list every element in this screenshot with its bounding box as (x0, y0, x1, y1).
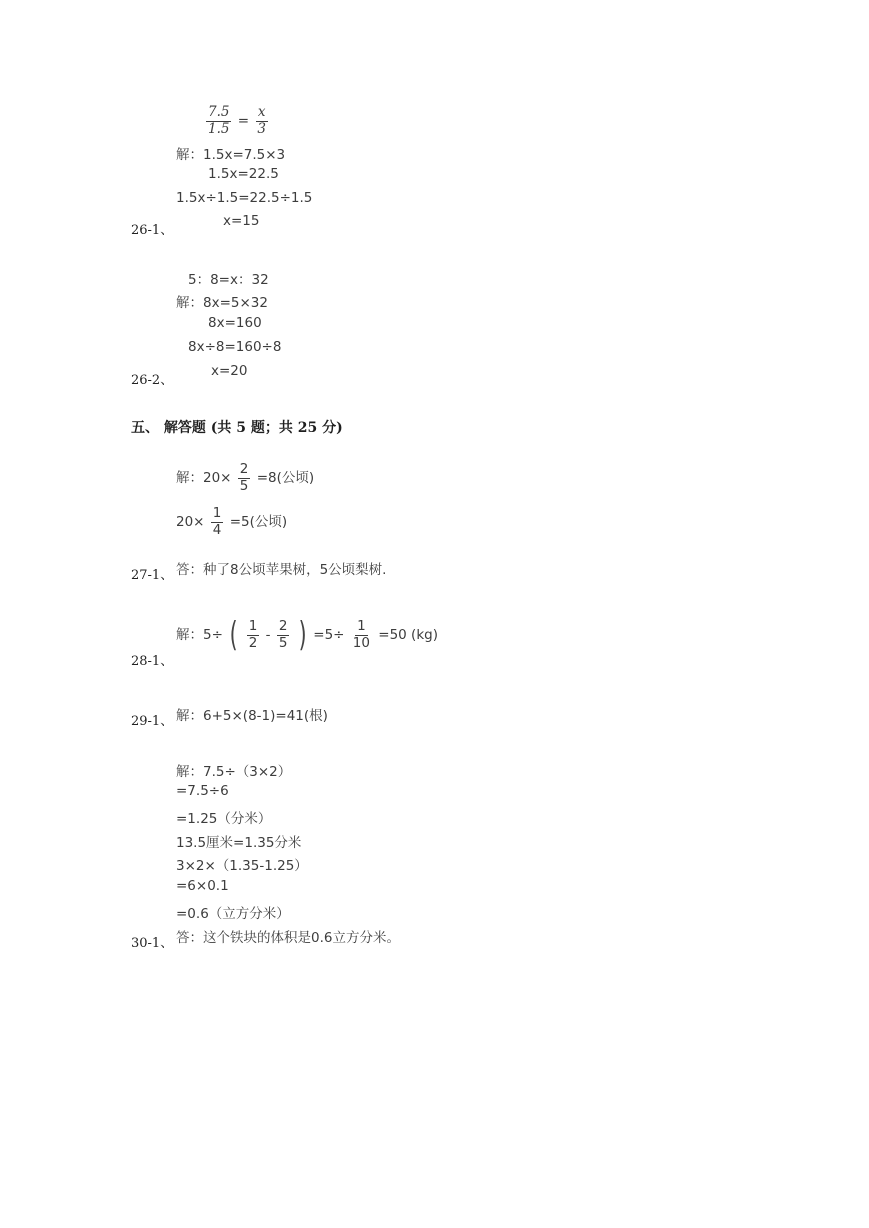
solution-26-2-line-4: x=20 (211, 363, 248, 379)
solution-26-1-line-4: x=15 (223, 213, 260, 229)
solution-28-1-line: 解：5÷ ( $\frac{1}{2}$ - $\frac{2}{5}$ ) =5÷ $\frac{1}{10}$ =50 (kg) (176, 615, 438, 655)
answer-27-1: 答：种了8公顷苹果树，5公顷梨树. (176, 562, 387, 578)
solution-27-1-line-1: 解：20× $\frac{2}{5}$ =8(公顷) (176, 461, 315, 494)
solution-30-1-line-4: 13.5厘米=1.35分米 (176, 835, 302, 851)
solution-30-1-line-2: =7.5÷6 (176, 783, 229, 799)
fraction-1-over-10: $\frac{1}{10}$ (352, 618, 370, 651)
solution-27-1-line-2: 20× $\frac{1}{4}$ =5(公顷) (176, 505, 288, 538)
problem-label-29-1: 29-1、 (131, 714, 174, 729)
solution-30-1-line-5: 3×2×（1.35-1.25） (176, 858, 308, 874)
fraction-2-over-5: $\frac{2}{5}$ (239, 461, 249, 494)
solution-26-2-line-2: 8x=160 (208, 315, 262, 331)
problem-label-28-1: 28-1、 (131, 654, 174, 669)
solution-26-2-line-0: 5：8=x：32 (188, 272, 269, 288)
solution-30-1-line-6: =6×0.1 (176, 878, 229, 894)
fraction-1-over-2: $\frac{1}{2}$ (248, 618, 258, 651)
fraction-7.5-over-1.5: $\frac{7.5}{1.5}$ (208, 104, 230, 137)
solution-30-1-line-3: =1.25（分米） (176, 811, 272, 827)
solution-26-1-line-2: 1.5x=22.5 (208, 166, 279, 182)
problem-label-27-1: 27-1、 (131, 568, 174, 583)
problem-label-26-1: 26-1、 (131, 223, 174, 238)
fraction-1-over-4: $\frac{1}{4}$ (212, 505, 222, 538)
fraction-x-over-3: $\frac{x}{3}$ (257, 104, 266, 137)
answer-30-1: 答：这个铁块的体积是0.6立方分米。 (176, 930, 400, 946)
solution-30-1-line-7: =0.6（立方分米） (176, 906, 290, 922)
section-heading: 五、 解答题 (共 5 题；共 25 分) (131, 420, 343, 436)
fraction-2-over-5: $\frac{2}{5}$ (278, 618, 288, 651)
problem-label-30-1: 30-1、 (131, 936, 174, 951)
solution-30-1-line-1: 解：7.5÷（3×2） (176, 764, 292, 780)
solution-26-1-line-1: 解：1.5x=7.5×3 (176, 147, 286, 163)
solution-29-1-line: 解：6+5×(8-1)=41(根) (176, 708, 328, 724)
solution-26-2-line-3: 8x÷8=160÷8 (188, 339, 282, 355)
solution-26-1-line-3: 1.5x÷1.5=22.5÷1.5 (176, 190, 313, 206)
problem-label-26-2: 26-2、 (131, 373, 174, 388)
solution-26-2-line-1: 解：8x=5×32 (176, 295, 268, 311)
equation-26-1-fraction-line: $\frac{7.5}{1.5}$ = $\frac{x}{3}$ (208, 104, 266, 137)
